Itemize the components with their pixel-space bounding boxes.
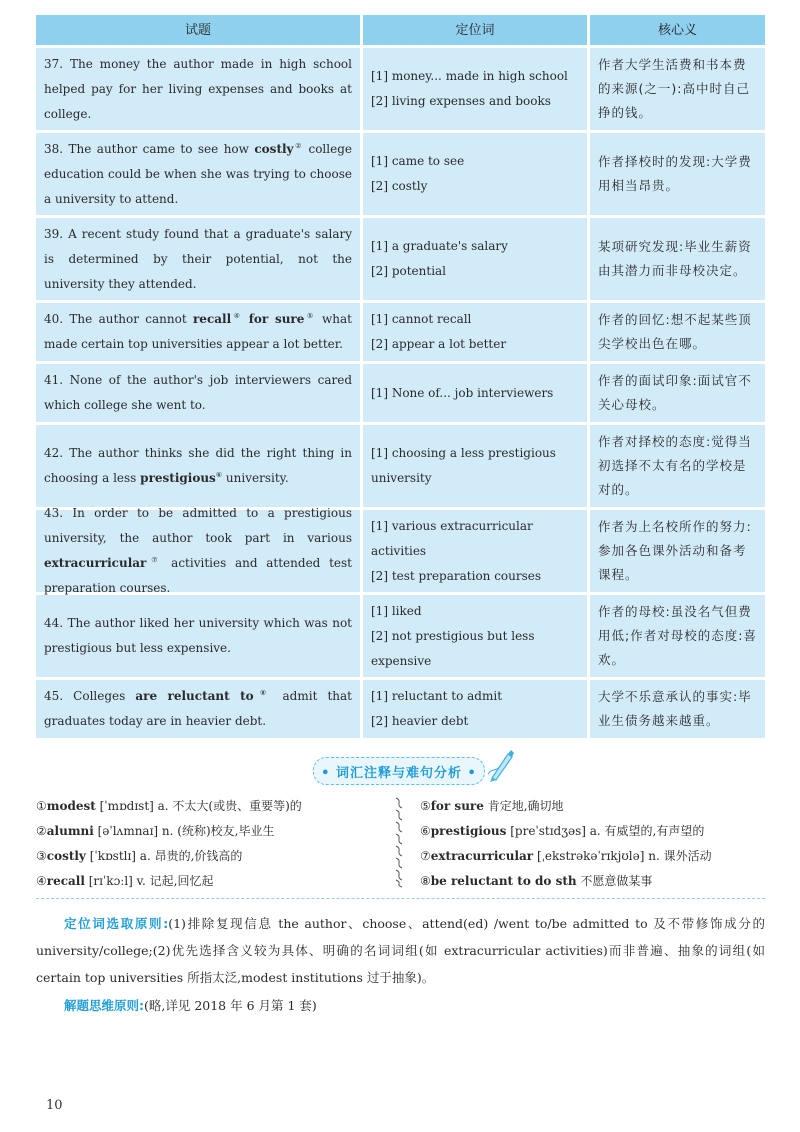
footnote-mark: ⑦ (146, 556, 163, 564)
vocab-item (420, 794, 780, 819)
vocab-item (420, 819, 780, 844)
keywords-cell (363, 595, 587, 677)
vocab-num: ⑤ (420, 799, 431, 813)
footnote-mark: ⑧ (253, 689, 273, 697)
keyword-item: [2] costly (371, 179, 428, 193)
question-cell (36, 425, 360, 507)
vocab-rest: [ˈkɒstlɪ] a. 昂贵的,价钱高的 (85, 849, 243, 863)
question-text (44, 501, 352, 601)
vocab-word: prestigious (430, 824, 507, 838)
keywords-cell (363, 425, 587, 507)
footnote-mark: ④ (231, 312, 243, 320)
meaning-cell (590, 218, 765, 300)
vocab-num: ① (36, 799, 47, 813)
keyword-item: [2] living expenses and books (371, 94, 551, 108)
meaning-text: 某项研究发现:毕业生薪资由其潜力而非母校决定。 (598, 239, 752, 278)
question-segment: 42. The author thinks she did the right thing in choosing a less (44, 446, 352, 485)
question-segment: 38. The author came to see how (44, 141, 255, 156)
table-row (36, 595, 765, 677)
question-segment: what made certain top universities appear a lot better. (44, 312, 352, 351)
keyword-item: [1] reluctant to admit (371, 689, 503, 703)
keyword-item: [1] money... made in high school (371, 69, 568, 83)
table-row (36, 218, 765, 300)
meaning-cell (590, 303, 765, 361)
keyword-item: [1] None of... job interviewers (371, 385, 554, 400)
keywords-cell (363, 364, 587, 422)
vocab-rest: [əˈlʌmnaɪ] n. (统称)校友,毕业生 (93, 824, 275, 838)
footnote-mark: ⑥ (215, 471, 223, 479)
vocab-rest: [ˌekstrəkəˈrɪkjʊlə] n. 课外活动 (533, 849, 712, 863)
meaning-cell (590, 595, 765, 677)
question-text (44, 52, 352, 127)
keyword-item: [1] various extracurricular activities (371, 518, 533, 558)
question-table (36, 15, 765, 741)
vocab-num: ② (36, 824, 47, 838)
question-segment: 41. None of the author's job interviewers cared which college she went to. (44, 373, 352, 412)
table-header (36, 15, 765, 45)
vocab-highlight: for sure (248, 312, 305, 326)
question-cell (36, 303, 360, 361)
meaning-cell (590, 133, 765, 215)
vocab-word: for sure (430, 799, 484, 813)
question-cell (36, 133, 360, 215)
thinking-principle-text: (略,详见 2018 年 6 月第 1 套) (144, 998, 317, 1013)
meaning-text: 大学不乐意承认的事实:毕业生债务越来越重。 (598, 689, 752, 728)
question-text (44, 368, 352, 418)
keyword-principle-lead: 定位词选取原则: (64, 916, 169, 931)
vocab-highlight: costly (254, 141, 294, 156)
question-segment: 43. In order to be admitted to a prestigious university, the author took part in various (44, 506, 352, 545)
question-segment: college education could be when she was trying to choose a university to attend. (44, 141, 352, 206)
keyword-item: [2] appear a lot better (371, 337, 507, 351)
keyword-item: [2] potential (371, 264, 447, 278)
keyword-item: [1] came to see (371, 154, 465, 168)
vocab-rest: [preˈstɪdʒəs] a. 有威望的,有声望的 (506, 824, 705, 838)
keywords-cell (363, 48, 587, 130)
vocab-highlight: extracurricular (44, 556, 147, 570)
question-text (44, 222, 352, 297)
meaning-text: 作者的面试印象:面试官不关心母校。 (598, 373, 752, 412)
meaning-text: 作者择校时的发现:大学费用相当昂贵。 (598, 154, 752, 193)
meaning-text: 作者对择校的态度:觉得当初选择不太有名的学校是对的。 (598, 434, 752, 497)
table-row (36, 48, 765, 130)
vocab-word: be reluctant to do sth (430, 874, 577, 888)
vocab-highlight: are reluctant to (135, 689, 254, 703)
footnote-mark: ⑤ (304, 312, 316, 320)
vocab-word: costly (46, 849, 86, 863)
keywords-cell (363, 680, 587, 738)
header-keywords: 定位词 (363, 15, 587, 45)
vocab-item (420, 869, 780, 894)
question-text (44, 307, 352, 357)
vocab-banner: • 词汇注释与难句分析 • (313, 757, 485, 785)
table-row (36, 133, 765, 215)
vocab-rest: [rɪˈkɔːl] v. 记起,回忆起 (84, 874, 214, 888)
meaning-cell (590, 425, 765, 507)
meaning-cell (590, 510, 765, 592)
question-segment: admit that graduates today are in heavier debt. (44, 689, 352, 728)
vocab-num: ⑧ (420, 874, 431, 888)
keywords-cell (363, 303, 587, 361)
meaning-cell (590, 680, 765, 738)
vocab-item (420, 844, 780, 869)
vocab-num: ⑦ (420, 849, 431, 863)
question-segment: 37. The money the author made in high school helped pay for her living expenses and books at college. (44, 56, 352, 121)
vocab-word: modest (46, 799, 96, 813)
question-segment: 39. A recent study found that a graduate's salary is determined by their potential, not the university they attended. (44, 226, 352, 291)
divider (36, 898, 765, 899)
meaning-text: 作者为上名校所作的努力:参加各色课外活动和备考课程。 (598, 519, 752, 582)
meaning-cell (590, 364, 765, 422)
vocab-item (36, 844, 376, 869)
vocab-num: ③ (36, 849, 47, 863)
keyword-item: [2] heavier debt (371, 714, 469, 728)
question-text (44, 611, 352, 661)
question-text (44, 684, 352, 734)
vocab-rest: [ˈmɒdɪst] a. 不太大(或贵、重要等)的 (95, 799, 302, 813)
keyword-item: [1] a graduate's salary (371, 239, 508, 253)
spiral-divider-icon (393, 796, 405, 888)
keyword-item: [2] test preparation courses (371, 568, 542, 583)
question-segment: activities and attended test preparation courses. (44, 556, 352, 595)
meaning-text: 作者的回忆:想不起某些顶尖学校出色在哪。 (598, 312, 752, 351)
keyword-principle-text: (1)排除复现信息 the author、choose、attend(ed) /went to/be admitted to 及不带修饰成分的 university/college;(2)优先选择含义较为具体、明确的名词词组(如 extracurricular activities)而非普遍、抽象的词组(如 certain top universities 所指太泛,modest institutions 过于抽象)。 (36, 916, 765, 985)
question-segment: university. (222, 471, 289, 485)
keyword-principle (36, 910, 765, 991)
vocab-highlight: prestigious (140, 471, 216, 485)
table-row (36, 425, 765, 507)
meaning-text: 作者的母校:虽没名气但费用低;作者对母校的态度:喜欢。 (598, 604, 757, 667)
thinking-principle (36, 992, 765, 1019)
question-segment: 40. The author cannot (44, 312, 193, 326)
meaning-text: 作者大学生活费和书本费的来源(之一):高中时自己挣的钱。 (598, 57, 750, 120)
vocab-word: alumni (46, 824, 94, 838)
keywords-cell (363, 133, 587, 215)
keyword-item: [1] choosing a less prestigious university (371, 446, 556, 485)
vocab-num: ④ (36, 874, 47, 888)
vocab-word: recall (46, 874, 85, 888)
vocab-rest: 不愿意做某事 (576, 874, 653, 888)
vocab-list-right (420, 794, 780, 894)
vocab-item (36, 819, 376, 844)
vocab-item (36, 794, 376, 819)
question-text (44, 137, 352, 212)
keywords-cell (363, 218, 587, 300)
keywords-cell (363, 510, 587, 592)
header-question: 试题 (36, 15, 360, 45)
thinking-principle-lead: 解题思维原则: (64, 998, 144, 1013)
question-segment: 44. The author liked her university which was not prestigious but less expensive. (44, 616, 352, 655)
vocab-num: ⑥ (420, 824, 431, 838)
header-meaning: 核心义 (590, 15, 765, 45)
page-number: 10 (46, 1098, 63, 1113)
vocab-list-left (36, 794, 376, 894)
question-cell (36, 48, 360, 130)
keyword-item: [1] cannot recall (371, 312, 472, 326)
table-row (36, 364, 765, 422)
question-cell (36, 680, 360, 738)
table-row (36, 680, 765, 738)
vocab-highlight: recall (192, 312, 232, 326)
footnote-mark: ② (293, 141, 304, 150)
pen-icon (486, 748, 516, 782)
table-row (36, 303, 765, 361)
question-cell (36, 506, 360, 595)
keyword-item: [2] not prestigious but less expensive (371, 628, 535, 668)
question-cell (36, 218, 360, 300)
question-cell (36, 595, 360, 677)
question-segment: 45. Colleges (44, 689, 136, 703)
meaning-cell (590, 48, 765, 130)
table-row (36, 506, 765, 595)
keyword-item: [1] liked (371, 603, 422, 618)
vocab-item (36, 869, 376, 894)
question-cell (36, 364, 360, 422)
question-text (44, 441, 352, 491)
vocab-rest: 肯定地,确切地 (483, 799, 564, 813)
vocab-word: extracurricular (430, 849, 534, 863)
